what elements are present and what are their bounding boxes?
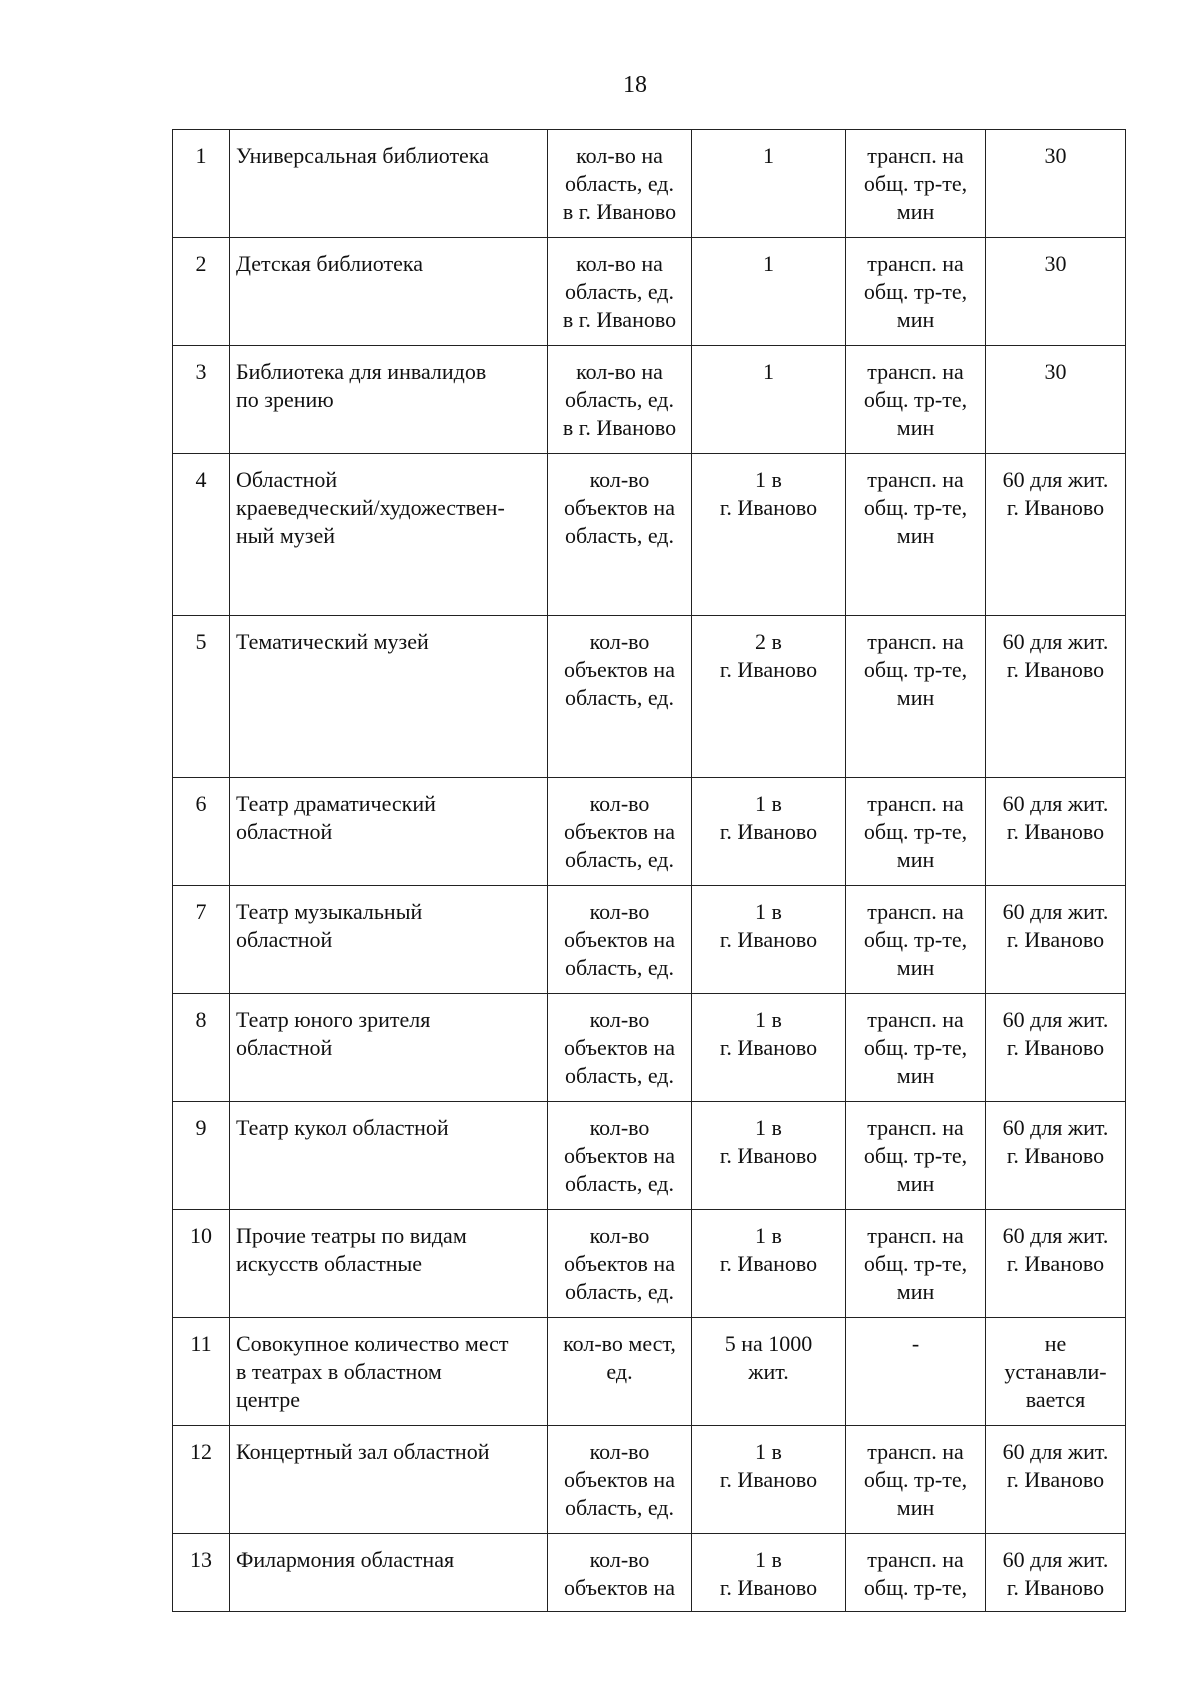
norms-table (172, 129, 1126, 1612)
table-row (173, 1210, 1126, 1318)
facility-name-cell: Тематический музей (230, 616, 548, 778)
norm-value-cell: 2 в г. Иваново (692, 616, 846, 778)
norm-value-cell: 1 в г. Иваново (692, 1210, 846, 1318)
facility-name-cell: Театр юного зрителя областной (230, 994, 548, 1102)
unit-cell: кол-во объектов на область, ед. (548, 1210, 692, 1318)
unit-cell: кол-во объектов на область, ед. (548, 778, 692, 886)
accessibility-indicator-cell: трансп. на общ. тр-те, мин (846, 1426, 986, 1534)
accessibility-indicator-cell: трансп. на общ. тр-те, мин (846, 346, 986, 454)
unit-cell: кол-во объектов на область, ед. (548, 1426, 692, 1534)
row-number-cell: 9 (173, 1102, 230, 1210)
row-number-cell: 13 (173, 1534, 230, 1612)
unit-cell: кол-во объектов на (548, 1534, 692, 1612)
row-number-cell: 7 (173, 886, 230, 994)
accessibility-indicator-cell: трансп. на общ. тр-те, (846, 1534, 986, 1612)
row-number-cell: 10 (173, 1210, 230, 1318)
unit-cell: кол-во объектов на область, ед. (548, 1102, 692, 1210)
norm-value-cell: 1 в г. Иваново (692, 454, 846, 616)
facility-name-cell: Детская библиотека (230, 238, 548, 346)
norm-value-cell: 1 (692, 130, 846, 238)
accessibility-limit-cell: 30 (986, 130, 1126, 238)
table-row (173, 1426, 1126, 1534)
unit-cell: кол-во объектов на область, ед. (548, 886, 692, 994)
accessibility-indicator-cell: трансп. на общ. тр-те, мин (846, 1102, 986, 1210)
table-row (173, 886, 1126, 994)
accessibility-limit-cell: 60 для жит. г. Иваново (986, 454, 1126, 616)
row-number-cell: 2 (173, 238, 230, 346)
unit-cell: кол-во на область, ед. в г. Иваново (548, 130, 692, 238)
row-number-cell: 4 (173, 454, 230, 616)
accessibility-indicator-cell: трансп. на общ. тр-те, мин (846, 616, 986, 778)
accessibility-indicator-cell: трансп. на общ. тр-те, мин (846, 454, 986, 616)
accessibility-limit-cell: 30 (986, 238, 1126, 346)
unit-cell: кол-во на область, ед. в г. Иваново (548, 238, 692, 346)
unit-cell: кол-во объектов на область, ед. (548, 616, 692, 778)
accessibility-limit-cell: 60 для жит. г. Иваново (986, 1210, 1126, 1318)
table-row (173, 994, 1126, 1102)
accessibility-limit-cell: 60 для жит. г. Иваново (986, 1102, 1126, 1210)
norm-value-cell: 1 в г. Иваново (692, 778, 846, 886)
facility-name-cell: Библиотека для инвалидов по зрению (230, 346, 548, 454)
accessibility-limit-cell: 60 для жит. г. Иваново (986, 778, 1126, 886)
table-row (173, 1102, 1126, 1210)
facility-name-cell: Совокупное количество мест в театрах в областном центре (230, 1318, 548, 1426)
accessibility-indicator-cell: трансп. на общ. тр-те, мин (846, 886, 986, 994)
unit-cell: кол-во на область, ед. в г. Иваново (548, 346, 692, 454)
row-number-cell: 1 (173, 130, 230, 238)
unit-cell: кол-во мест, ед. (548, 1318, 692, 1426)
facility-name-cell: Прочие театры по видам искусств областные (230, 1210, 548, 1318)
norm-value-cell: 1 в г. Иваново (692, 1426, 846, 1534)
accessibility-limit-cell: 60 для жит. г. Иваново (986, 886, 1126, 994)
accessibility-limit-cell: 60 для жит. г. Иваново (986, 1534, 1126, 1612)
accessibility-limit-cell: 60 для жит. г. Иваново (986, 994, 1126, 1102)
norm-value-cell: 1 в г. Иваново (692, 1102, 846, 1210)
table-row (173, 238, 1126, 346)
accessibility-indicator-cell: трансп. на общ. тр-те, мин (846, 1210, 986, 1318)
table-row (173, 616, 1126, 778)
norm-value-cell: 5 на 1000 жит. (692, 1318, 846, 1426)
table-row (173, 1534, 1126, 1612)
table-row (173, 346, 1126, 454)
unit-cell: кол-во объектов на область, ед. (548, 454, 692, 616)
accessibility-indicator-cell: - (846, 1318, 986, 1426)
row-number-cell: 11 (173, 1318, 230, 1426)
norms-table-body (173, 130, 1126, 1612)
norm-value-cell: 1 (692, 346, 846, 454)
row-number-cell: 12 (173, 1426, 230, 1534)
norm-value-cell: 1 в г. Иваново (692, 1534, 846, 1612)
table-row (173, 454, 1126, 616)
accessibility-indicator-cell: трансп. на общ. тр-те, мин (846, 778, 986, 886)
row-number-cell: 3 (173, 346, 230, 454)
facility-name-cell: Концертный зал областной (230, 1426, 548, 1534)
facility-name-cell: Театр кукол областной (230, 1102, 548, 1210)
accessibility-indicator-cell: трансп. на общ. тр-те, мин (846, 130, 986, 238)
accessibility-limit-cell: 60 для жит. г. Иваново (986, 1426, 1126, 1534)
facility-name-cell: Театр драматический областной (230, 778, 548, 886)
accessibility-indicator-cell: трансп. на общ. тр-те, мин (846, 994, 986, 1102)
norm-value-cell: 1 в г. Иваново (692, 886, 846, 994)
accessibility-limit-cell: 60 для жит. г. Иваново (986, 616, 1126, 778)
accessibility-limit-cell: 30 (986, 346, 1126, 454)
row-number-cell: 6 (173, 778, 230, 886)
accessibility-limit-cell: не устанавли- вается (986, 1318, 1126, 1426)
row-number-cell: 5 (173, 616, 230, 778)
facility-name-cell: Областной краеведческий/художествен- ный музей (230, 454, 548, 616)
row-number-cell: 8 (173, 994, 230, 1102)
unit-cell: кол-во объектов на область, ед. (548, 994, 692, 1102)
facility-name-cell: Филармония областная (230, 1534, 548, 1612)
page-number: 18 (623, 72, 647, 98)
norm-value-cell: 1 в г. Иваново (692, 994, 846, 1102)
facility-name-cell: Универсальная библиотека (230, 130, 548, 238)
facility-name-cell: Театр музыкальный областной (230, 886, 548, 994)
table-row (173, 778, 1126, 886)
norm-value-cell: 1 (692, 238, 846, 346)
table-row (173, 130, 1126, 238)
table-row (173, 1318, 1126, 1426)
accessibility-indicator-cell: трансп. на общ. тр-те, мин (846, 238, 986, 346)
